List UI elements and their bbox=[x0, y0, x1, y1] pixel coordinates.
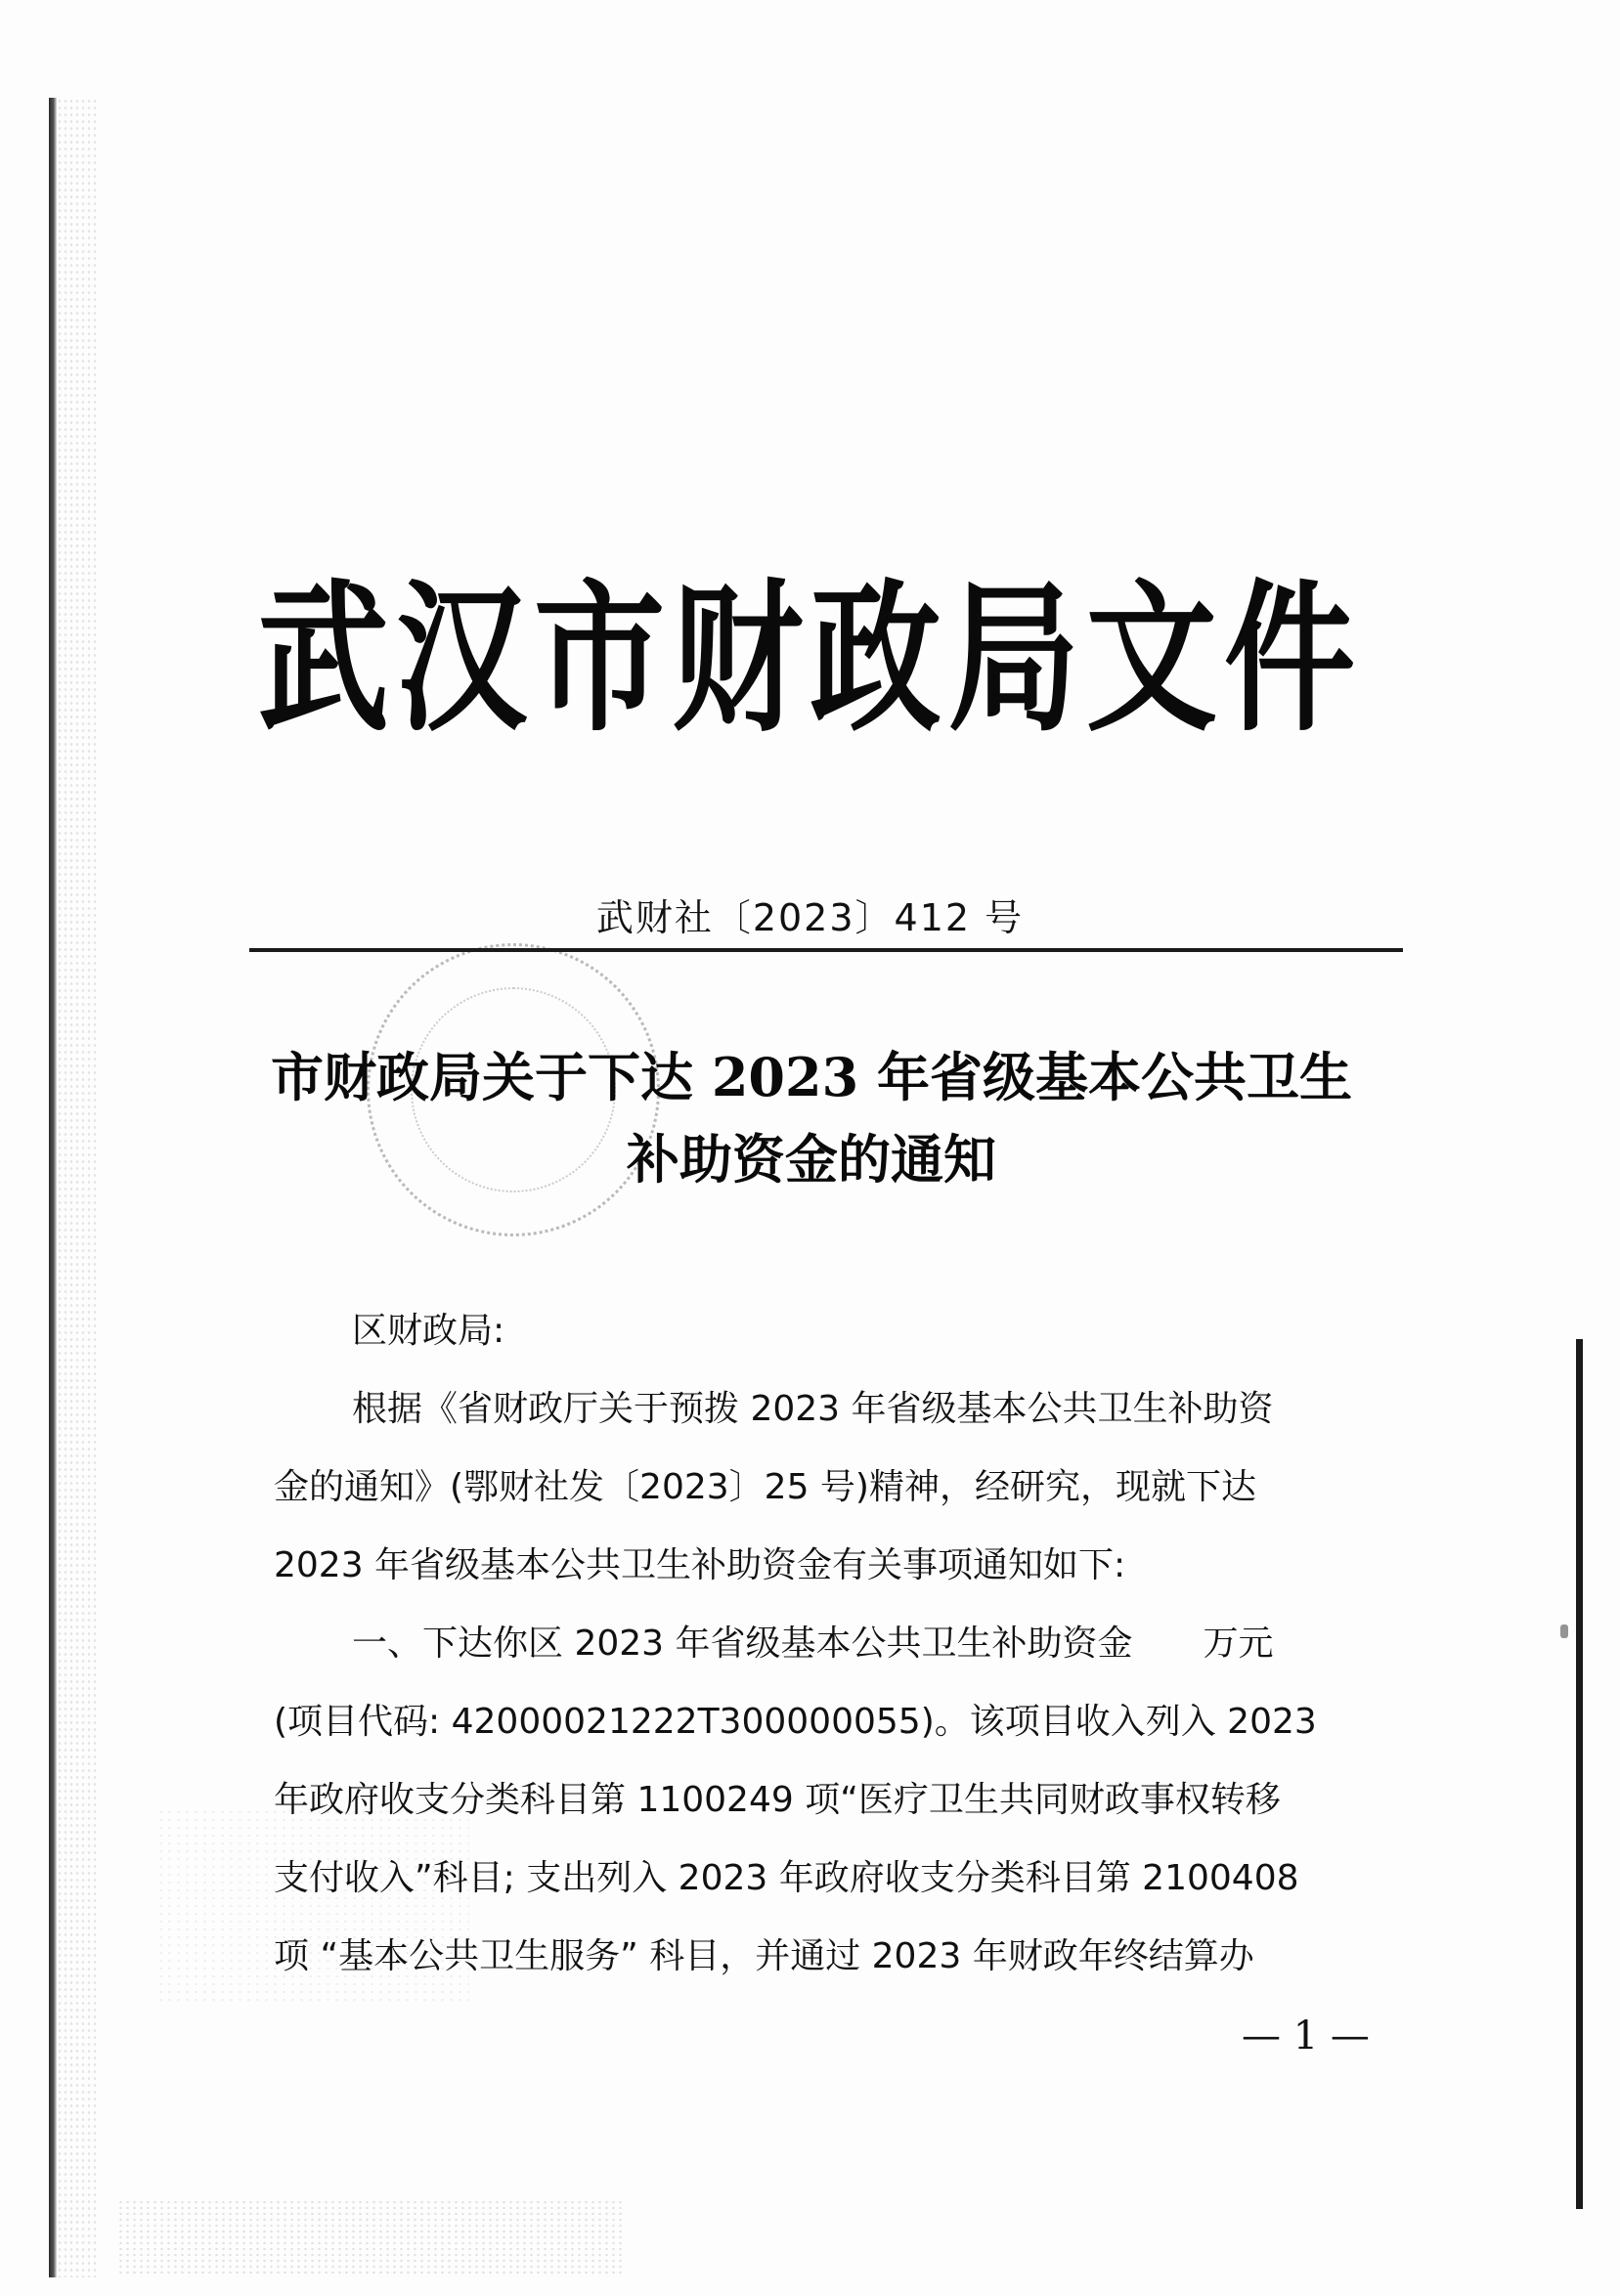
issuer-title: 武汉市财政局文件 bbox=[257, 562, 1363, 754]
body-line: 项 “基本公共卫生服务” 科目，并通过 2023 年财政年终结算办 bbox=[274, 1936, 1254, 1976]
body-line: 根据《省财政厅关于预拨 2023 年省级基本公共卫生补助资 bbox=[352, 1389, 1274, 1429]
notice-title bbox=[196, 1036, 1427, 1200]
body-line: 2023 年省级基本公共卫生补助资金有关事项通知如下: bbox=[274, 1545, 1126, 1585]
scan-mark bbox=[1560, 1625, 1568, 1638]
scan-edge-right bbox=[1576, 1339, 1583, 2209]
page-number: — 1 — bbox=[1242, 2014, 1370, 2058]
scan-speckle-left bbox=[57, 98, 96, 2277]
document-number: 武财社〔2023〕412 号 bbox=[595, 896, 1025, 939]
notice-title-line-1: 市财政局关于下达 2023 年省级基本公共卫生 bbox=[271, 1046, 1352, 1108]
body-line: 一、下达你区 2023 年省级基本公共卫生补助资金 万元 bbox=[352, 1624, 1274, 1664]
addressee: 区财政局: bbox=[352, 1311, 505, 1351]
header-rule bbox=[249, 948, 1403, 952]
body-line: 金的通知》(鄂财社发〔2023〕25 号)精神，经研究，现就下达 bbox=[274, 1467, 1256, 1507]
body-line: 年政府收支分类科目第 1100249 项“医疗卫生共同财政事权转移 bbox=[274, 1780, 1281, 1820]
notice-title-line-2: 补助资金的通知 bbox=[627, 1128, 996, 1191]
scan-edge-left bbox=[49, 98, 57, 2277]
scan-speckle bbox=[117, 2199, 626, 2277]
body-line: (项目代码: 42000021222T300000055)。该项目收入列入 2023 bbox=[274, 1702, 1317, 1742]
body-line: 支付收入”科目; 支出列入 2023 年政府收支分类科目第 2100408 bbox=[274, 1858, 1299, 1898]
